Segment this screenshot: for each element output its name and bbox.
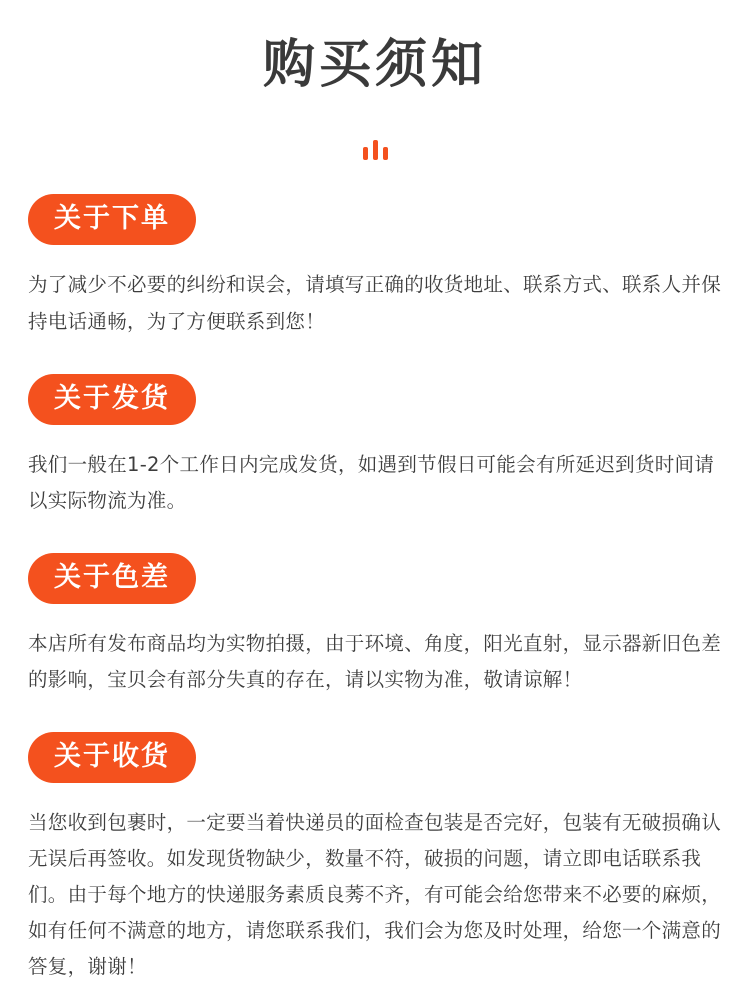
ornament-bar-center <box>373 140 378 160</box>
section-paragraph: 我们一般在1-2个工作日内完成发货，如遇到节假日可能会有所延迟到货时间请以实际物流为准。 <box>28 452 715 512</box>
page-title: 购买须知 <box>262 35 487 95</box>
section-paragraph: 当您收到包裹时，一定要当着快递员的面检查包装是否完好，包装有无破损确认无误后再签收。如发现货物缺少，数量不符，破损的问题，请立即电话联系我们。由于每个地方的快递服务素质良莠不齐，有可能会给您带来不必要的麻烦，如有任何不满意的地方，请您联系我们，我们会为您及时处理，给您一个满意的答复，谢谢！ <box>28 810 722 979</box>
section-paragraph: 为了减少不必要的纠纷和误会，请填写正确的收货地址、联系方式、联系人并保持电话通畅，为了方便联系到您！ <box>28 273 722 333</box>
section-heading-badge: 关于色差 <box>28 553 196 604</box>
section-heading-badge: 关于收货 <box>28 732 196 783</box>
section-about-ordering <box>0 160 750 339</box>
section-body <box>28 267 722 339</box>
section-heading-wrap <box>28 553 196 604</box>
section-heading-wrap <box>28 374 196 425</box>
section-about-shipping <box>0 340 750 519</box>
section-body <box>28 447 722 519</box>
section-heading-wrap <box>28 732 196 783</box>
section-heading-wrap <box>28 194 196 245</box>
section-about-receiving <box>0 698 750 985</box>
ornament-bar-right <box>383 147 388 160</box>
section-body <box>28 626 722 698</box>
section-heading-badge: 关于发货 <box>28 374 196 425</box>
divider-ornament-icon <box>0 134 750 160</box>
ornament-bar-left <box>363 147 368 160</box>
section-heading-badge: 关于下单 <box>28 194 196 245</box>
section-paragraph: 本店所有发布商品均为实物拍摄，由于环境、角度，阳光直射，显示器新旧色差的影响，宝贝会有部分失真的存在，请以实物为准，敬请谅解！ <box>28 631 722 691</box>
section-about-color-difference <box>0 519 750 698</box>
